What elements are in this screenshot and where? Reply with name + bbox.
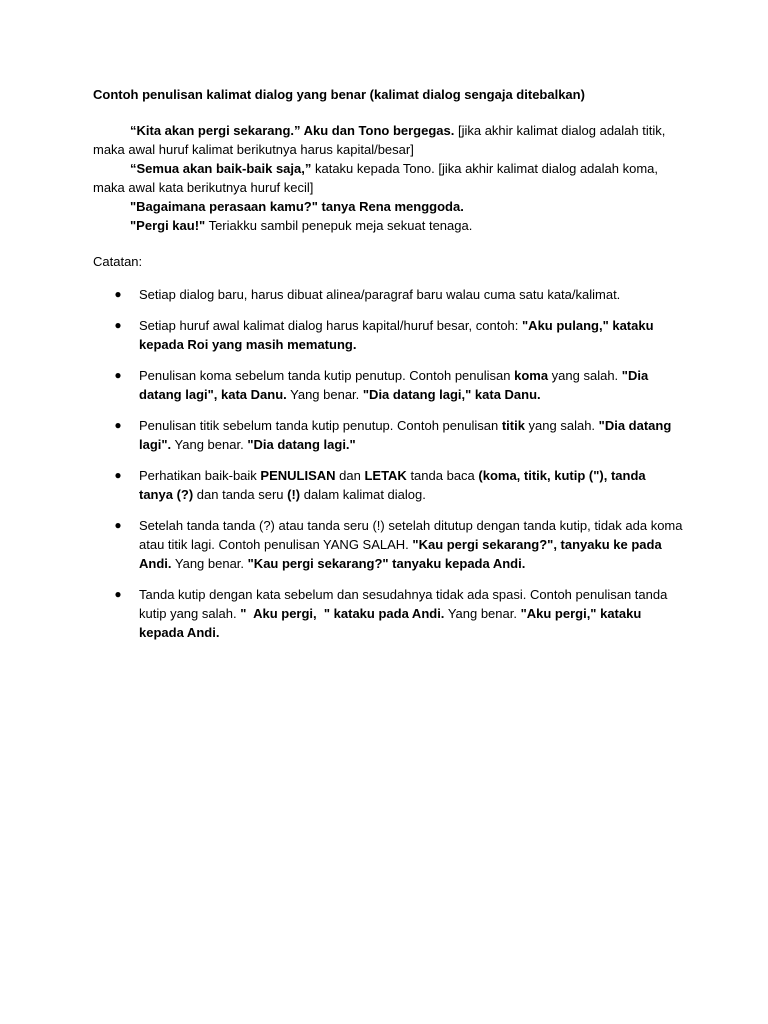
- bullet-icon: ●: [114, 518, 122, 532]
- note-text: Penulisan koma sebelum tanda kutip penutup. Contoh penulisan: [139, 368, 515, 383]
- dialog-example-2: [93, 159, 683, 197]
- note-text: Perhatikan baik-baik: [139, 468, 261, 483]
- list-item: [93, 285, 683, 304]
- dialog-example-1: [93, 121, 683, 159]
- list-item: [93, 466, 683, 504]
- note-text: dalam kalimat dialog.: [300, 487, 426, 502]
- dialog-explanation: kataku kepada Tono. [jika akhir kalimat dialog adalah koma, maka awal kata berikutnya huruf kecil]: [93, 161, 659, 195]
- spacer: [93, 104, 683, 121]
- note-wrong-example: "Kau pergi sekarang?", tanyaku ke pada Andi.: [139, 537, 662, 571]
- note-correct-example: "Kau pergi sekarang?" tanyaku kepada Andi.: [247, 556, 526, 571]
- note-text: dan: [335, 468, 365, 483]
- note-text: Penulisan titik sebelum tanda kutip penutup. Contoh penulisan: [139, 418, 502, 433]
- list-item: [93, 516, 683, 573]
- note-text: Yang benar.: [171, 437, 248, 452]
- bullet-icon: ●: [114, 287, 122, 301]
- dialog-text: "Pergi kau!": [130, 218, 206, 233]
- dialog-examples: [93, 121, 683, 235]
- note-text: Tanda kutip dengan kata sebelum dan sesudahnya tidak ada spasi. Contoh penulisan tanda kutip yang salah.: [139, 587, 668, 621]
- note-wrong-example: "Dia datang lagi".: [139, 418, 672, 452]
- note-emphasis: koma: [514, 368, 549, 383]
- note-wrong-example: "Dia datang lagi", kata Danu.: [139, 368, 649, 402]
- list-item: [93, 366, 683, 404]
- list-item: [93, 316, 683, 354]
- bullet-icon: ●: [114, 468, 122, 482]
- notes-list: [93, 285, 683, 642]
- note-correct-example: "Dia datang lagi," kata Danu.: [362, 387, 541, 402]
- dialog-example-4: [93, 216, 683, 235]
- note-emphasis: (koma, titik, kutip ("), tanda tanya (?): [139, 468, 646, 502]
- dialog-text: “Semua akan baik-baik saja,”: [130, 161, 312, 176]
- dialog-example-3: [93, 197, 683, 216]
- note-example: "Aku pulang," kataku kepada Roi yang masih mematung.: [139, 318, 654, 352]
- note-text: Yang benar.: [444, 606, 521, 621]
- dialog-explanation: Teriakku sambil penepuk meja sekuat tenaga.: [205, 218, 473, 233]
- note-text: Yang benar.: [171, 556, 248, 571]
- bullet-icon: ●: [114, 318, 122, 332]
- note-emphasis: LETAK: [364, 468, 407, 483]
- note-emphasis: titik: [501, 418, 525, 433]
- note-text: Yang benar.: [286, 387, 363, 402]
- bullet-icon: ●: [114, 418, 122, 432]
- dialog-text: “Kita akan pergi sekarang.” Aku dan Tono bergegas.: [130, 123, 455, 138]
- list-item: [93, 416, 683, 454]
- note-text: tanda baca: [406, 468, 479, 483]
- note-text: Setiap dialog baru, harus dibuat alinea/paragraf baru walau cuma satu kata/kalimat.: [139, 287, 621, 302]
- note-wrong-example: " Aku pergi, " kataku pada Andi.: [240, 606, 445, 621]
- note-text: Setiap huruf awal kalimat dialog harus kapital/huruf besar, contoh:: [139, 318, 523, 333]
- dialog-text: "Bagaimana perasaan kamu?" tanya Rena menggoda.: [130, 199, 464, 214]
- note-text: yang salah.: [524, 418, 599, 433]
- note-correct-example: "Aku pergi," kataku kepada Andi.: [139, 606, 642, 640]
- note-emphasis: (!): [287, 487, 301, 502]
- document-heading: Contoh penulisan kalimat dialog yang benar (kalimat dialog sengaja ditebalkan): [93, 87, 585, 102]
- note-text: dan tanda seru: [193, 487, 288, 502]
- note-text: yang salah.: [548, 368, 622, 383]
- bullet-icon: ●: [114, 368, 122, 382]
- notes-label: Catatan:: [93, 254, 143, 269]
- dialog-explanation: [jika akhir kalimat dialog adalah titik, maka awal huruf kalimat berikutnya harus kapital/besar]: [93, 123, 666, 157]
- note-emphasis: PENULISAN: [260, 468, 336, 483]
- note-correct-example: "Dia datang lagi.": [247, 437, 356, 452]
- note-text: Setelah tanda tanda (?) atau tanda seru (!) setelah ditutup dengan tanda kutip, tidak ada koma atau titik lagi. Contoh penulisan YANG SALAH.: [139, 518, 683, 552]
- document-body: [93, 85, 683, 654]
- bullet-icon: ●: [114, 587, 122, 601]
- list-item: [93, 585, 683, 642]
